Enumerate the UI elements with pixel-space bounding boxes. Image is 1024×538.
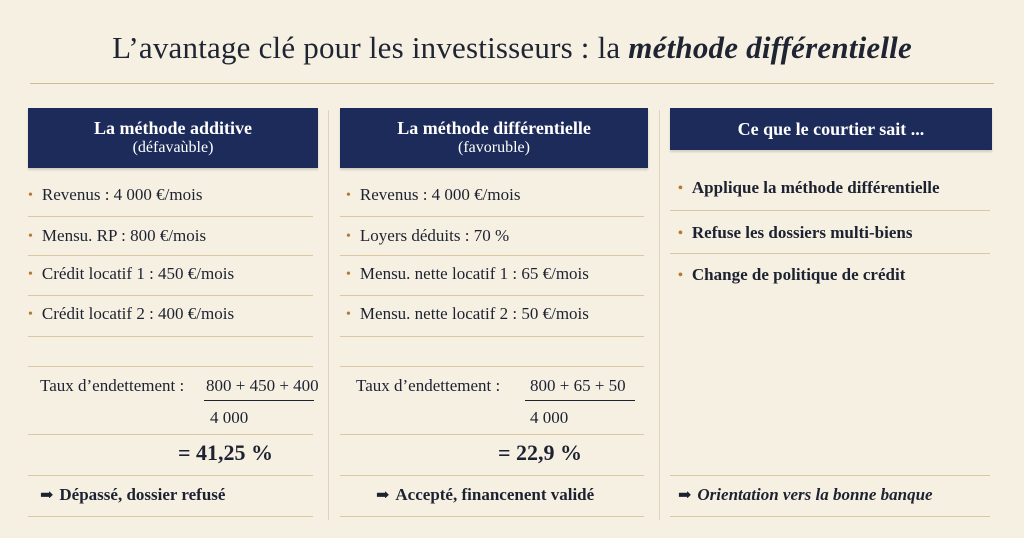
arrow-right-icon: ➡ — [678, 487, 692, 504]
row-divider — [670, 253, 990, 254]
row-divider — [28, 295, 313, 296]
row-divider — [670, 475, 990, 476]
row-divider — [28, 255, 313, 256]
ratio-numerator: 800 + 65 + 50 — [530, 376, 626, 395]
row-divider — [28, 475, 313, 476]
list-item: • Mensu. nette locatif 2 : 50 €/mois — [346, 304, 589, 323]
bullet-icon: • — [678, 181, 683, 196]
row-divider — [28, 366, 313, 367]
bullet-icon: • — [28, 267, 33, 282]
column-header: La méthode additive (défavaùble) — [28, 108, 318, 168]
ratio-numerator: 800 + 450 + 400 — [206, 376, 319, 395]
row-divider — [340, 434, 644, 435]
row-divider — [340, 516, 644, 517]
column-broker — [670, 108, 992, 528]
row-divider — [670, 210, 990, 211]
row-divider — [670, 516, 990, 517]
row-divider — [340, 366, 644, 367]
row-divider — [340, 255, 644, 256]
column-additive — [28, 108, 318, 528]
row-divider — [28, 516, 313, 517]
ratio-label: Taux d’endettement : — [356, 376, 501, 395]
row-divider — [340, 475, 644, 476]
list-item: • Mensu. RP : 800 €/mois — [28, 226, 207, 245]
list-item: • Revenus : 4 000 €/mois — [346, 185, 521, 204]
column-divider-2 — [659, 110, 660, 520]
bullet-icon: • — [28, 188, 33, 203]
column-differential — [340, 108, 648, 528]
conclusion: ➡ Dépassé, dossier refusé — [40, 485, 226, 504]
conclusion: ➡ Orientation vers la bonne banque — [678, 485, 933, 504]
column-divider-1 — [328, 110, 329, 520]
bullet-icon: • — [678, 268, 683, 283]
bullet-icon: • — [28, 307, 33, 322]
bullet-icon: • — [346, 188, 351, 203]
column-header: La méthode différentielle (favoruble) — [340, 108, 648, 168]
arrow-right-icon: ➡ — [376, 487, 390, 504]
bullet-icon: • — [678, 226, 683, 241]
list-item: • Refuse les dossiers multi-biens — [678, 223, 913, 242]
conclusion: ➡ Accepté, financenent validé — [376, 485, 595, 504]
list-item: • Revenus : 4 000 €/mois — [28, 185, 203, 204]
ratio-denominator: 4 000 — [210, 408, 249, 427]
list-item: • Loyers déduits : 70 % — [346, 226, 510, 245]
bullet-icon: • — [346, 229, 351, 244]
list-item: • Applique la méthode différentielle — [678, 178, 940, 197]
fraction-bar — [204, 400, 314, 401]
bullet-icon: • — [346, 267, 351, 282]
row-divider — [340, 216, 644, 217]
row-divider — [340, 295, 644, 296]
title-divider — [30, 83, 994, 84]
row-divider — [340, 336, 644, 337]
ratio-label: Taux d’endettement : — [40, 376, 185, 395]
list-item: • Change de politique de crédit — [678, 265, 906, 284]
fraction-bar — [525, 400, 635, 401]
arrow-right-icon: ➡ — [40, 487, 54, 504]
ratio-result: = 41,25 % — [178, 440, 274, 465]
row-divider — [28, 434, 313, 435]
list-item: • Crédit locatif 2 : 400 €/mois — [28, 304, 235, 323]
ratio-result: = 22,9 % — [498, 440, 583, 465]
ratio-denominator: 4 000 — [530, 408, 569, 427]
column-header: Ce que le courtier sait ... — [670, 108, 992, 150]
list-item: • Mensu. nette locatif 1 : 65 €/mois — [346, 264, 589, 283]
page-title: L’avantage clé pour les investisseurs : la méthode différentielle — [112, 30, 912, 65]
bullet-icon: • — [346, 307, 351, 322]
list-item: • Crédit locatif 1 : 450 €/mois — [28, 264, 235, 283]
row-divider — [28, 336, 313, 337]
row-divider — [28, 216, 313, 217]
bullet-icon: • — [28, 229, 33, 244]
